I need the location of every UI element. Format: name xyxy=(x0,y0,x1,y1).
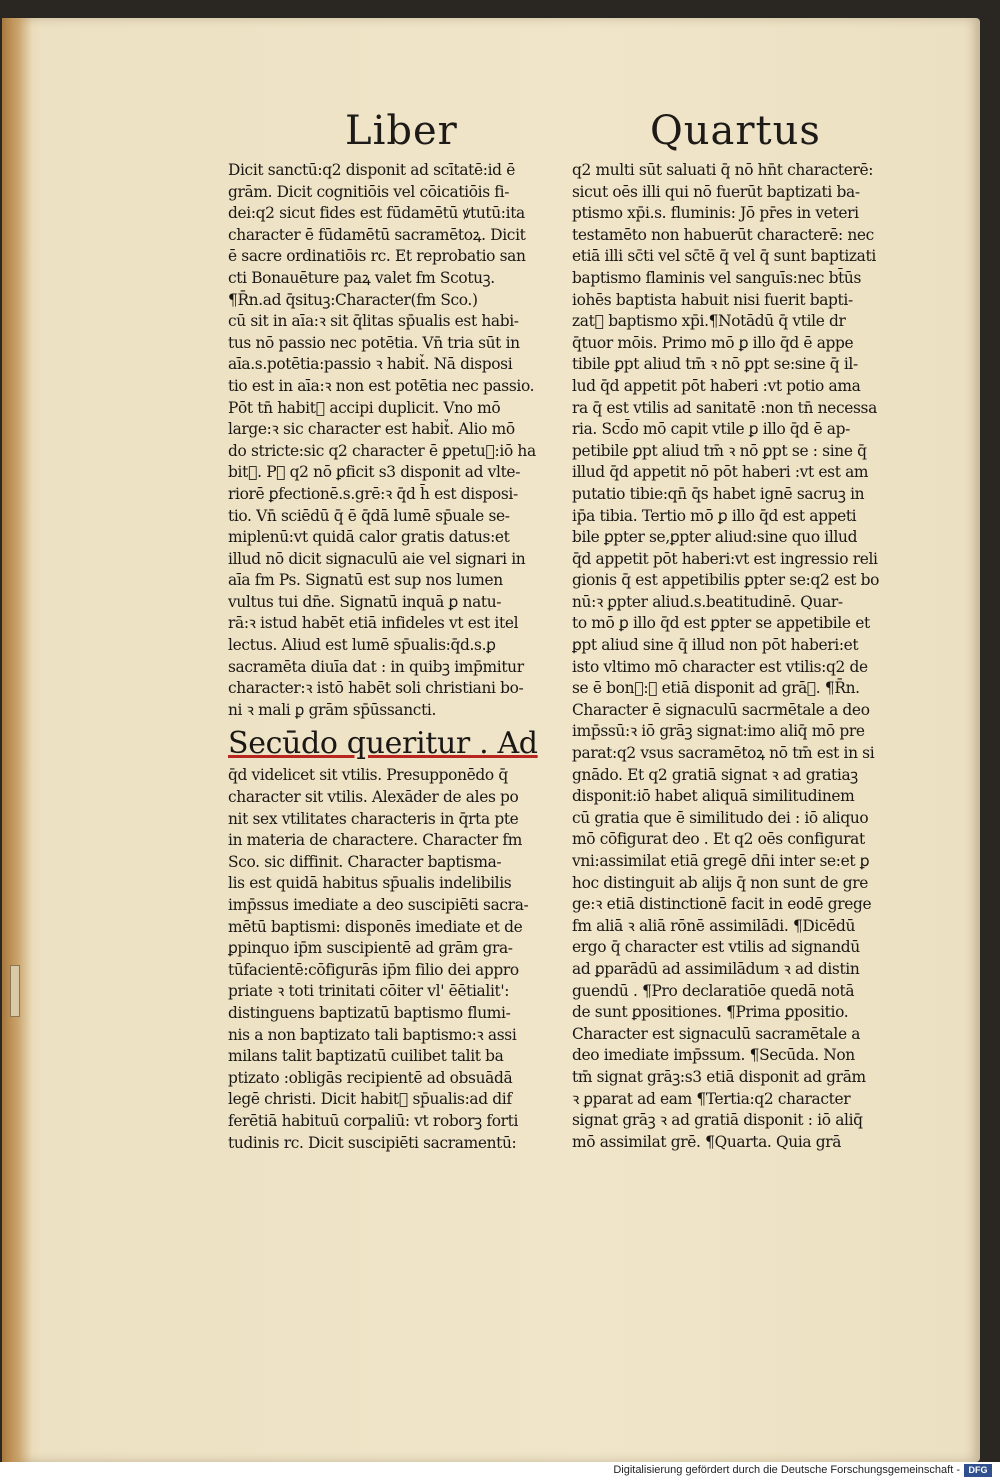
text-line: nis a non baptizato tali baptismo:ꝛ assi xyxy=(228,1025,517,1044)
text-line: q̄d appetit pōt haberi:vt est ingressio reli xyxy=(572,549,878,568)
text-line: character sit vtilis. Alexāder de ales po xyxy=(228,788,519,807)
text-line: aīa.s.potētia:passio ꝛ habit᷒. Nā disposi xyxy=(228,355,513,374)
text-line: tibile ꝑpt aliud tm̄ ꝛ nō ꝑpt se:sine q̄ il- xyxy=(572,355,858,374)
text-line: zat᷒ baptismo xp̄i.¶Notādū q̄ vtile dr xyxy=(572,312,846,331)
text-line: tūfacientē:cōfigurās ip̄m filio dei appro xyxy=(228,960,519,979)
text-line: nū:ꝛ ꝑpter aliud.s.beatitudinē. Quar- xyxy=(572,592,843,611)
text-line: cū gratia que ē similitudo dei : iō aliquo xyxy=(572,808,869,827)
text-line: mō cōfigurat deo . Et q2 oēs configurat xyxy=(572,830,865,849)
text-line: isto vltimo mō character est vtilis:q2 de xyxy=(572,657,868,676)
running-head-right xyxy=(650,108,821,154)
text-column-right xyxy=(572,160,912,1153)
text-line: ꝑpinquo ip̄m suscipientē ad grām gra- xyxy=(228,939,513,958)
running-head-right-text: Quartus xyxy=(650,108,821,154)
text-line: ra q̄ est vtilis ad sanitatē :non tn̄ necessa xyxy=(572,398,877,417)
text-line: legē christi. Dicit habit᷒ sp̄ualis:ad dif xyxy=(228,1090,512,1109)
text-line: testamēto non habuerūt characterē: nec xyxy=(572,225,874,244)
text-line: guendū . ¶Pro declaratiōe quedā notā xyxy=(572,981,855,1000)
text-line: ꝑpt aliud sine q̄ illud non pōt haberi:et xyxy=(572,636,859,655)
text-line: ferētiā habituū corpaliū: vt roborꝫ forti xyxy=(228,1111,519,1130)
text-line: q̄d videlicet sit vtilis. Presupponēdo q̄ xyxy=(228,766,508,785)
text-line: character ē fūdamētū sacramētoꝝ. Dicit xyxy=(228,225,526,244)
section-heading: Secūdo queritur . Ad xyxy=(228,726,538,762)
text-line: lectus. Aliud est lumē sp̄ualis:q̄d.s.ꝑ xyxy=(228,636,496,655)
page-gutter-edge xyxy=(2,18,32,1462)
text-line: cti Bonauēture paꝝ valet fm Scotuꝫ. xyxy=(228,268,495,287)
text-line: ip̄a tibia. Tertio mō ꝑ illo q̄d est appeti xyxy=(572,506,857,525)
text-line: gnādo. Et q2 gratiā signat ꝛ ad gratiaꝫ xyxy=(572,765,858,784)
text-line: de sunt ꝑpositiones. ¶Prima ꝑpositio. xyxy=(572,1003,849,1022)
text-line: distinguens baptizatū baptismo flumi- xyxy=(228,1003,511,1022)
page-clip-mark xyxy=(10,965,20,1017)
text-line: lud q̄d appetit pōt haberi :vt potio ama xyxy=(572,376,861,395)
text-line: cū sit in aīa:ꝛ sit q̄litas sp̄ualis est habi- xyxy=(228,312,519,331)
text-line: gionis q̄ est appetibilis ꝑpter se:q2 est bo xyxy=(572,571,880,590)
text-line: illud q̄d appetit nō pōt haberi :vt est am xyxy=(572,463,869,482)
text-line: putatio tibie:qn̄ q̄s habet ignē sacruꝫ in xyxy=(572,484,865,503)
text-line: fm aliā ꝛ aliā rōnē assimilādi. ¶Dicēdū xyxy=(572,916,856,935)
text-line: ꝛ ꝑparat ad eam ¶Tertia:q2 character xyxy=(572,1089,851,1108)
text-line: etiā illi sc̄ti vel sc̄tē q̄ vel q̄ sunt baptizati xyxy=(572,247,876,266)
text-line: deo imediate imp̄ssum. ¶Secūda. Non xyxy=(572,1046,855,1065)
text-line: character:ꝛ istō habēt soli christiani bo- xyxy=(228,679,524,698)
text-line: lis est quidā habitus sp̄ualis indelibilis xyxy=(228,874,512,893)
text-line: illud nō dicit signaculū aie vel signari in xyxy=(228,549,526,568)
text-line: sicut oēs illi qui nō fuerūt baptizati ba- xyxy=(572,182,860,201)
text-line: imp̄ssū:ꝛ iō grāꝫ signat:imo aliq̄ mō pre xyxy=(572,722,865,741)
text-line: priate ꝛ toti trinitati cōiter vl' ēētialit': xyxy=(228,982,510,1001)
dfg-logo: DFG xyxy=(964,1464,992,1477)
text-line: dei:q2 sicut fides est fūdamētū ꝟtutū:ita xyxy=(228,204,525,223)
text-line: tio est in aīa:ꝛ non est potētia nec passio. xyxy=(228,376,535,395)
text-line: mō assimilat grē. ¶Quarta. Quia grā xyxy=(572,1132,842,1151)
text-line: hoc distinguit ab alijs q̄ non sunt de gre xyxy=(572,873,868,892)
text-line: Dicit sanctū:q2 disponit ad scītatē:id ē xyxy=(228,161,515,179)
text-line: iohēs baptista habuit nisi fuerit bapti- xyxy=(572,290,853,309)
text-line: tio. Vn̄ sciēdū q̄ ē q̄dā lumē sp̄uale se- xyxy=(228,506,510,525)
text-line: Character est signaculū sacramētale a xyxy=(572,1024,861,1043)
text-line: nit sex vtilitates characteris in q̄rta pte xyxy=(228,809,519,828)
text-line: miplenū:vt quidā calor gratis datus:et xyxy=(228,528,510,547)
text-line: ergo q̄ character est vtilis ad signandū xyxy=(572,938,860,957)
text-line: q̄tuor mōis. Primo mō ꝑ illo q̄d ē appe xyxy=(572,333,854,352)
text-line: do stricte:sic q2 character ē ꝑpetu᷒:iō ha xyxy=(228,441,536,460)
text-line: tudinis rc. Dicit suscipiēti sacramentū: xyxy=(228,1133,517,1152)
text-line: in materia de charactere. Character fm xyxy=(228,831,522,850)
text-line: sacramēta diuīa dat : in quibꝫ imp̄mitur xyxy=(228,657,524,676)
text-line: imp̄ssus imediate a deo suscipiēti sacra- xyxy=(228,896,529,914)
text-line: vultus tui dn̄e. Signatū inquā ꝑ natu- xyxy=(228,592,502,611)
text-line: aīa fm Ps. Signatū est sup nos lumen xyxy=(228,571,503,590)
text-line: petibile ꝑpt aliud tm̄ ꝛ nō ꝑpt se : sine q̄ xyxy=(572,441,867,460)
text-line: to mō ꝑ illo q̄d est ꝑpter se appetibile et xyxy=(572,614,870,633)
text-line: grām. Dicit cognitiōis vel cōicatiōis fi- xyxy=(228,182,510,201)
text-line: milans talit baptizatū cuilibet talit ba xyxy=(228,1047,504,1066)
text-line: signat grāꝫ ꝛ ad gratiā disponit : iō aliq̄ xyxy=(572,1111,863,1130)
text-line: ptizato :obligās recipientē ad obsuādā xyxy=(228,1068,513,1087)
text-line: vni:assimilat etiā gregē dn̄i inter se:et ꝑ xyxy=(572,852,870,870)
text-line: ē sacre ordinatiōis rc. Et reprobatio san xyxy=(228,247,526,266)
text-line: bile ꝑpter se,ꝑpter aliud:sine quo illud xyxy=(572,528,858,547)
text-line: Character ē signaculū sacrmētale a deo xyxy=(572,700,870,719)
text-line: ¶R̄n.ad q̄situꝫ:Character(fm Sco.) xyxy=(228,290,478,309)
text-line: Pōt tn̄ habit᷒ accipi duplicit. Vno mō xyxy=(228,398,501,417)
text-line: parat:q2 vsus sacramētoꝝ nō tm̄ est in si xyxy=(572,744,875,763)
text-column-left xyxy=(228,160,558,1154)
text-line: mētū baptismi: disponēs imediate et de xyxy=(228,917,523,936)
running-head-left-text: Liber xyxy=(345,108,458,154)
text-line: ptismo xp̄i.s. fluminis: Jō pr̄es in veteri xyxy=(572,204,859,223)
text-line: riorē ꝑfectionē.s.grē:ꝛ q̄d h̄ est disposi- xyxy=(228,484,518,503)
text-line: ge:ꝛ etiā distinctionē facit in eodē grege xyxy=(572,895,872,914)
text-line: bit᷒. Pꝫ q2 nō ꝑficit s3 disponit ad vlte- xyxy=(228,463,521,482)
text-line: tus nō passio nec potētia. Vn̄ tria sūt in xyxy=(228,333,520,352)
text-line: large:ꝛ sic character est habit᷒. Alio mō xyxy=(228,420,515,439)
text-line: ria. Scd̄o mō capit vtile ꝑ illo q̄d ē ap- xyxy=(572,420,850,439)
footer-credit: Digitalisierung gefördert durch die Deutsche Forschungsgemeinschaft - xyxy=(613,1464,960,1476)
running-head-left xyxy=(345,108,458,154)
text-line: disponit:iō habet aliquā similitudinem xyxy=(572,787,855,806)
text-line: rā:ꝛ istud habēt etiā infideles vt est itel xyxy=(228,614,519,633)
text-line: Sco. sic diffinit. Character baptisma- xyxy=(228,852,502,871)
text-line: q2 multi sūt saluati q̄ nō hn̄t characterē: xyxy=(572,161,874,179)
text-line: se ē bon᷒:ꝛ etiā disponit ad grāꝫ. ¶R̄n. xyxy=(572,679,860,698)
text-line: ad ꝑparādū ad assimilādum ꝛ ad distin xyxy=(572,959,860,978)
text-line: baptismo flaminis vel sanguīs:nec bt̄ūs xyxy=(572,268,862,287)
text-line: ni ꝛ mali ꝑ grām sp̄ūssancti. xyxy=(228,700,437,719)
text-line: tm̄ signat grāꝫ:s3 etiā disponit ad grām xyxy=(572,1067,866,1086)
